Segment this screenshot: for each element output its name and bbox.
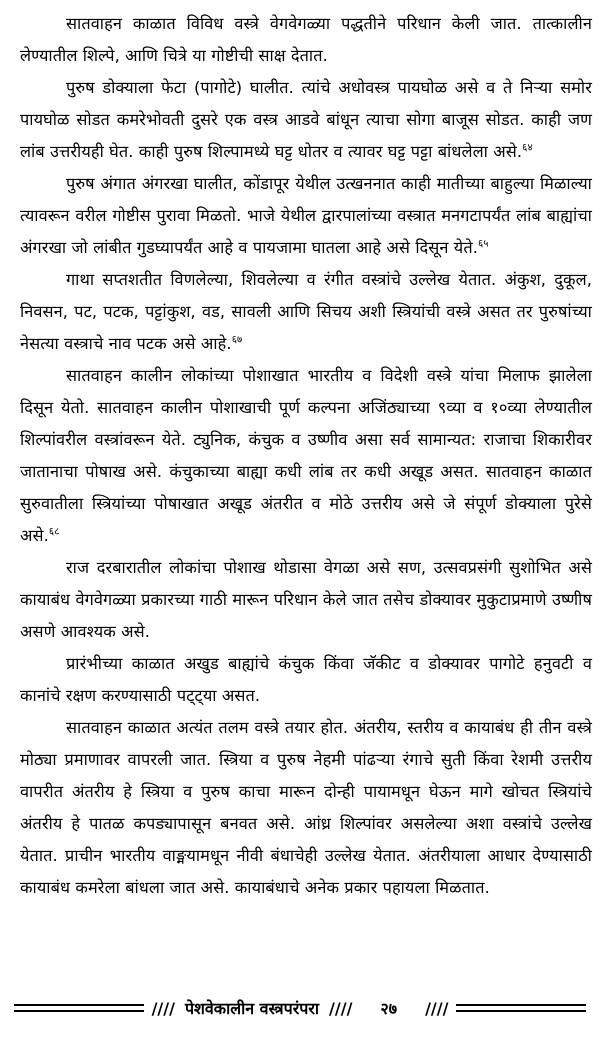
paragraph-7: प्रारंभीच्या काळात अखुड बाह्यांचे कंचुक किंवा जॅकीट व डोक्यावर पागोटे हनुवटी व कानांचे रक्षण करण्यासाठी पट्ट्या असत.	[20, 654, 592, 705]
footer-marks-mid: ////	[329, 998, 353, 1018]
footnote-marker: ६८	[48, 526, 60, 538]
paragraph-4: गाथा सप्तशतीत विणलेल्या, शिवलेल्या व रंगीत वस्त्रांचे उल्लेख येतात. अंकुश, दुकूल, निवसन, पट, पटक, पट्टांकुश, वड, सावली आणि सिचय अशी स्त्रियांची वस्त्रे असत तर पुरुषांच्या नेसत्या वस्त्राचे नाव पटक असे आहे.$^{६७}$	[20, 270, 592, 353]
paragraph-8: सातवाहन काळात अत्यंत तलम वस्त्रे तयार होत. अंतरीय, स्तरीय व कायाबंध ही तीन वस्त्रे मोठ्या प्रमाणावर वापरली जात. स्त्रिया व पुरुष नेहमी पांढऱ्या रंगाचे सुती किंवा रेशमी उत्तरीय वापरीत अंतरीय हे स्त्रिया व पुरुष काचा मारून दोन्ही पायामधून घेऊन मागे खोचत स्त्रियांचे अंतरीय हे पातळ कपड्यापासून बनवत असे. आंध्र शिल्पांवर असलेल्या अशा वस्त्रांचे उल्लेख येतात. प्राचीन भारतीय वाङ्मयामधून नीवी बंधाचेही उल्लेख येतात. अंतरीयाला आधार देण्यासाठी कायाबंध कमरेला बांधला जात असे. कायाबंधाचे अनेक प्रकार पहायला मिळतात.	[20, 718, 592, 897]
paragraph-2: पुरुष डोक्याला फेटा (पागोटे) घालीत. त्यांचे अधोवस्त्र पायघोळ असे व ते निऱ्या समोर पायघोळ सोडत कमरेभोवती दुसरे एक वस्त्र आडवे बांधून त्याचा सोगा बाजूस सोडत. काही जण लांब उत्तरीयही घेत. काही पुरुष शिल्पामध्ये घट्ट धोतर व त्यावर घट्ट पट्टा बांधलेला असे.$^{६४}$	[20, 78, 592, 161]
paragraph-1: सातवाहन काळात विविध वस्त्रे वेगवेगळ्या पद्धतीने परिधान केली जात. तात्कालीन लेण्यातील शिल्पे, आणि चित्रे या गोष्टीची साक्ष देतात.	[20, 14, 592, 65]
footer-book-title: पेशवेकालीन वस्त्रपरंपरा	[184, 999, 320, 1018]
footnote-marker: ६४	[522, 142, 533, 154]
footnote-marker: ६५	[478, 238, 489, 250]
footer-rule-left	[14, 1002, 144, 1014]
page-number: २७	[380, 999, 398, 1018]
footer-marks-right: ////	[425, 998, 449, 1018]
footer-rule-right	[456, 1002, 586, 1014]
body-text	[20, 8, 592, 904]
paragraph-6: राज दरबारातील लोकांचा पोशाख थोडासा वेगळा असे सण, उत्सवप्रसंगी सुशोभित असे कायाबंध वेगवेगळ्या प्रकारच्या गाठी मारून परिधान केले जात तसेच डोक्यावर मुकुटाप्रमाणे उष्णीष असणे आवश्यक असे.	[20, 558, 592, 641]
paragraph-3: पुरुष अंगात अंगरखा घालीत, कोंडापूर येथील उत्खननात काही मातीच्या बाहुल्या मिळाल्या त्यावरून वरील गोष्टीस पुरावा मिळतो. भाजे येथील द्वारपालांच्या वस्त्रात मनगटापर्यंत लांब बाह्यांचा अंगरखा जो लांबीत गुडघ्यापर्यंत आहे व पायजामा घातला आहे असे दिसून येते.$^{६५}$	[20, 174, 592, 257]
footnote-marker: ६७	[231, 334, 243, 346]
paragraph-5: सातवाहन कालीन लोकांच्या पोशाखात भारतीय व विदेशी वस्त्रे यांचा मिलाफ झालेला दिसून येतो. सातवाहन कालीन पोशाखाची पूर्ण कल्पना अजिंठ्याच्या ९व्या व १०व्या लेण्यातील शिल्पांवरील वस्त्रांवरून येते. ट्युनिक, कंचुक व उष्णीव असा सर्व सामान्यत: राजाचा शिकारीवर जातानाचा पोषाख असे. कंचुकाच्या बाह्या कधी लांब तर कधी अखूड असत. सातवाहन काळात सुरुवातीला स्त्रियांच्या पोषाखात अखूड अंतरीत व मोठे उत्तरीय असे जे संपूर्ण डोक्याला पुरेसे असे.$^{६८}$	[20, 366, 592, 545]
page-footer	[14, 988, 586, 1028]
footer-center	[152, 997, 449, 1019]
footer-marks-left: ////	[151, 998, 175, 1018]
